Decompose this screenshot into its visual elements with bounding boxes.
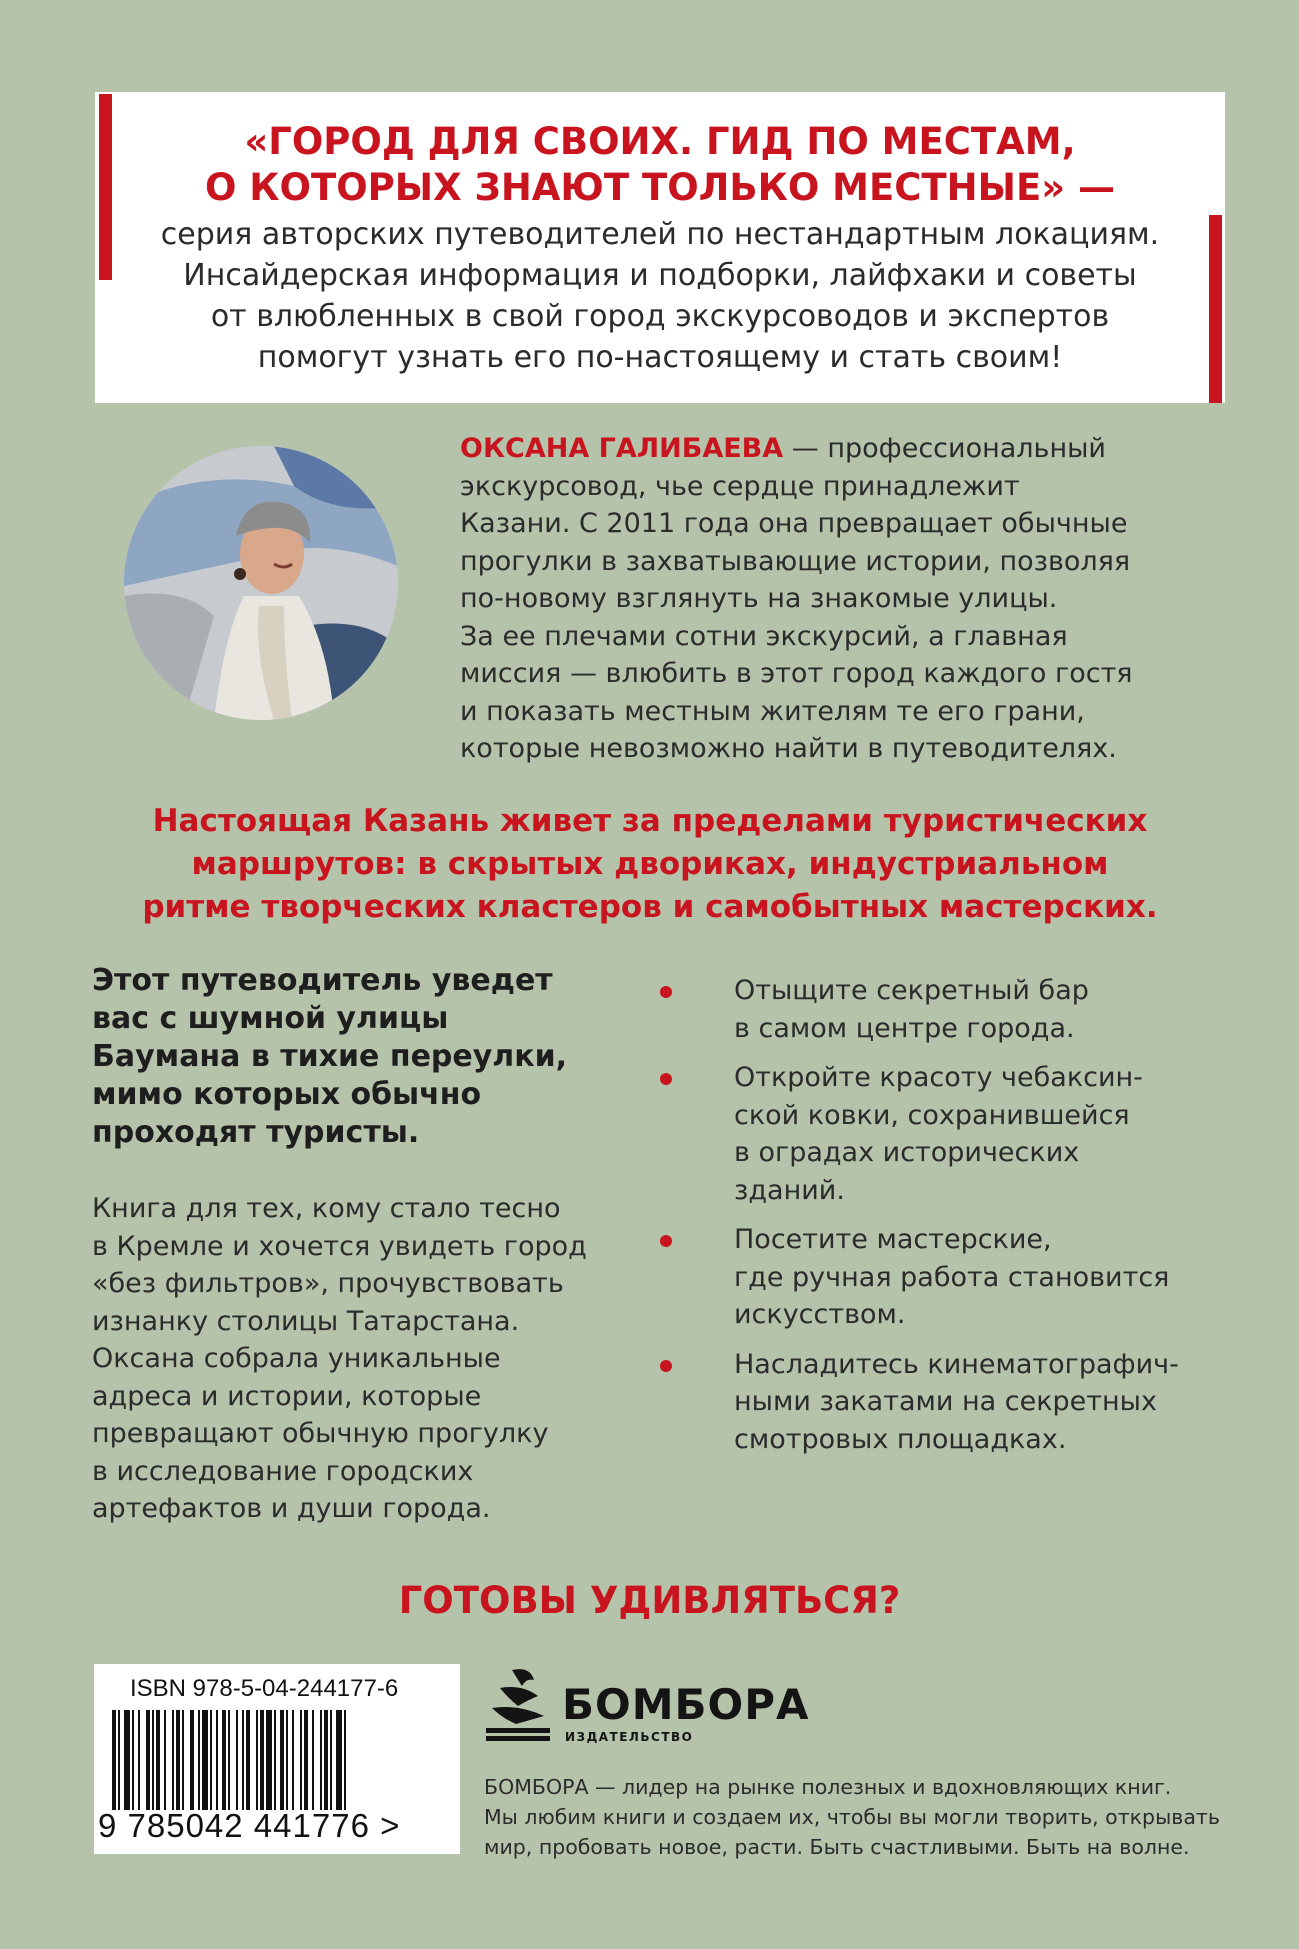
barcode-bar <box>222 1710 226 1810</box>
author-bio-line: миссия — влюбить в этот город каждого гостя <box>460 658 1133 689</box>
series-description-line: серия авторских путеводителей по нестандартным локациям. <box>160 217 1160 252</box>
list-item-line: ными закатами на секретных <box>734 1386 1157 1417</box>
list-item-line: в самом центре города. <box>734 1012 1075 1044</box>
list-item-line: искусством. <box>734 1299 906 1330</box>
barcode-bar <box>132 1710 134 1810</box>
bullet-dot-icon <box>660 1235 672 1247</box>
description-line: Книга для тех, кому стало тесно <box>92 1193 561 1224</box>
barcode-bar <box>330 1710 332 1810</box>
barcode-bar <box>198 1710 200 1810</box>
headline-line: ритме творческих кластеров и самобытных мастерских. <box>142 889 1158 925</box>
publisher-blurb-line: мир, пробовать новое, расти. Быть счастливыми. Быть на волне. <box>484 1835 1190 1859</box>
barcode-bar <box>118 1710 120 1810</box>
author-bio-line: Казани. С 2011 года она превращает обычные <box>460 508 1128 539</box>
barcode-bar <box>164 1710 166 1810</box>
publisher-name: БОМБОРА <box>562 1680 810 1729</box>
barcode-bar <box>156 1710 160 1810</box>
list-item-line: смотровых площадках. <box>734 1423 1067 1455</box>
barcode-bar <box>266 1710 272 1810</box>
author-bio-line <box>460 430 1220 468</box>
author-bio-line: по-новому взглянуть на знакомые улицы. <box>460 583 1058 614</box>
barcode-bar <box>242 1710 244 1810</box>
author-bio-line: За ее плечами сотни экскурсий, а главная <box>460 620 1068 652</box>
series-description-line: Инсайдерская информация и подборки, лайфхаки и советы <box>183 258 1137 293</box>
bullet-dot-icon <box>660 1073 672 1085</box>
bullet-dot-icon <box>660 986 672 998</box>
list-item-line: Посетите мастерские, <box>734 1224 1052 1255</box>
bullet-dot-icon <box>660 1360 672 1372</box>
headline-line: Настоящая Казань живет за пределами туристических <box>152 803 1148 839</box>
book-description <box>92 1190 612 1528</box>
series-title-line: О КОТОРЫХ ЗНАЮТ ТОЛЬКО МЕСТНЫЕ» — <box>204 166 1116 209</box>
barcode-bar <box>280 1710 284 1810</box>
barcode-bar <box>274 1710 276 1810</box>
lead-line: проходят туристы. <box>92 1115 420 1150</box>
lead-line: Баумана в тихие переулки, <box>92 1039 568 1074</box>
barcode-bar <box>190 1710 194 1810</box>
description-line: адреса и истории, которые <box>92 1380 482 1412</box>
list-item <box>660 1346 1260 1459</box>
list-item-line: в оградах исторических <box>734 1137 1080 1168</box>
list-item-line: зданий. <box>734 1174 845 1206</box>
list-item <box>660 1059 1260 1209</box>
barcode-bar <box>320 1710 322 1810</box>
description-line: Оксана собрала уникальные <box>92 1343 501 1374</box>
barcode-bar <box>300 1710 302 1810</box>
barcode-bar <box>182 1710 184 1810</box>
barcode-bar <box>228 1710 230 1810</box>
series-title <box>95 119 1225 211</box>
barcode-bar <box>210 1710 212 1810</box>
barcode-bar <box>124 1710 130 1810</box>
list-item-line: Отыщите секретный бар <box>734 975 1089 1006</box>
description-line: «без фильтров», прочувствовать <box>92 1268 564 1299</box>
lead-line: Этот путеводитель уведет <box>92 963 553 998</box>
list-item <box>660 972 1260 1047</box>
list-item-line: ской ковки, сохранившейся <box>734 1099 1130 1131</box>
publisher-subtitle: ИЗДАТЕЛЬСТВО <box>565 1730 694 1744</box>
barcode-bar <box>312 1710 314 1810</box>
author-bio-line: и показать местным жителям те его грани, <box>460 695 1085 727</box>
barcode-bar <box>146 1710 150 1810</box>
barcode-bar <box>202 1710 208 1810</box>
lead-line: мимо которых обычно <box>92 1077 482 1112</box>
description-line: в исследование городских <box>92 1455 474 1487</box>
list-item <box>660 1221 1260 1334</box>
author-bio-line: прогулки в захватывающие истории, позволяя <box>460 545 1131 577</box>
author-bio-line: которые невозможно найти в путеводителях. <box>460 733 1117 764</box>
description-line: в Кремле и хочется увидеть город <box>92 1230 587 1262</box>
barcode-bar <box>260 1710 264 1810</box>
barcode-bar <box>152 1710 154 1810</box>
author-photo-illustration <box>124 446 398 720</box>
author-bio-line: экскурсовод, чье сердце принадлежит <box>460 470 1020 502</box>
author-bio <box>460 430 1220 768</box>
series-description-line: от влюбленных в свой город экскурсоводов и экспертов <box>210 299 1110 334</box>
author-photo <box>124 446 398 720</box>
barcode-bar <box>176 1710 180 1810</box>
barcode-bar <box>172 1710 174 1810</box>
barcode-bar <box>216 1710 218 1810</box>
author-name: ОКСАНА ГАЛИБАЕВА <box>460 433 784 464</box>
headline-line: маршрутов: в скрытых двориках, индустриальном <box>191 846 1109 882</box>
list-item-line: Откройте красоту чебаксин- <box>734 1062 1143 1093</box>
series-title-line: «ГОРОД ДЛЯ СВОИХ. ГИД ПО МЕСТАМ, <box>244 120 1076 163</box>
description-line: превращают обычную прогулку <box>92 1418 549 1449</box>
publisher-blurb-line: Мы любим книги и создаем их, чтобы вы могли творить, открывать <box>484 1805 1220 1829</box>
lead-paragraph <box>92 962 612 1152</box>
author-bio-text: — профессиональный <box>783 433 1106 464</box>
publisher-blurb-line: БОМБОРА — лидер на рынке полезных и вдохновляющих книг. <box>484 1775 1172 1799</box>
barcode-digits: 9 785042 441776 > <box>98 1807 401 1844</box>
headline <box>60 800 1240 929</box>
series-description <box>95 214 1225 378</box>
barcode-bar <box>304 1710 308 1810</box>
description-line: артефактов и души города. <box>92 1493 491 1524</box>
isbn-label: ISBN 978-5-04-244177-6 <box>130 1675 399 1702</box>
bombora-logo-icon <box>482 1666 554 1748</box>
barcode-bar <box>324 1710 328 1810</box>
list-item-line: Насладитесь кинематографич- <box>734 1348 1179 1380</box>
barcode-bar <box>256 1710 258 1810</box>
series-description-line: помогут узнать его по-настоящему и стать своим! <box>257 340 1063 375</box>
description-line: изнанку столицы Татарстана. <box>92 1305 520 1337</box>
call-to-action: ГОТОВЫ УДИВЛЯТЬСЯ? <box>398 1579 901 1622</box>
barcode-bar <box>246 1710 250 1810</box>
barcode-bar <box>344 1710 346 1810</box>
barcode-bar <box>138 1710 140 1810</box>
highlights-list <box>660 972 1260 1470</box>
barcode-bar <box>292 1710 294 1810</box>
lead-line: вас с шумной улицы <box>92 1001 449 1036</box>
barcode-bar <box>236 1710 238 1810</box>
barcode-bar <box>112 1710 116 1810</box>
barcode-bar <box>336 1710 342 1810</box>
list-item-line: где ручная работа становится <box>734 1261 1170 1293</box>
barcode-icon <box>112 1710 442 1810</box>
barcode-bar <box>286 1710 288 1810</box>
publisher-blurb <box>484 1772 1264 1862</box>
